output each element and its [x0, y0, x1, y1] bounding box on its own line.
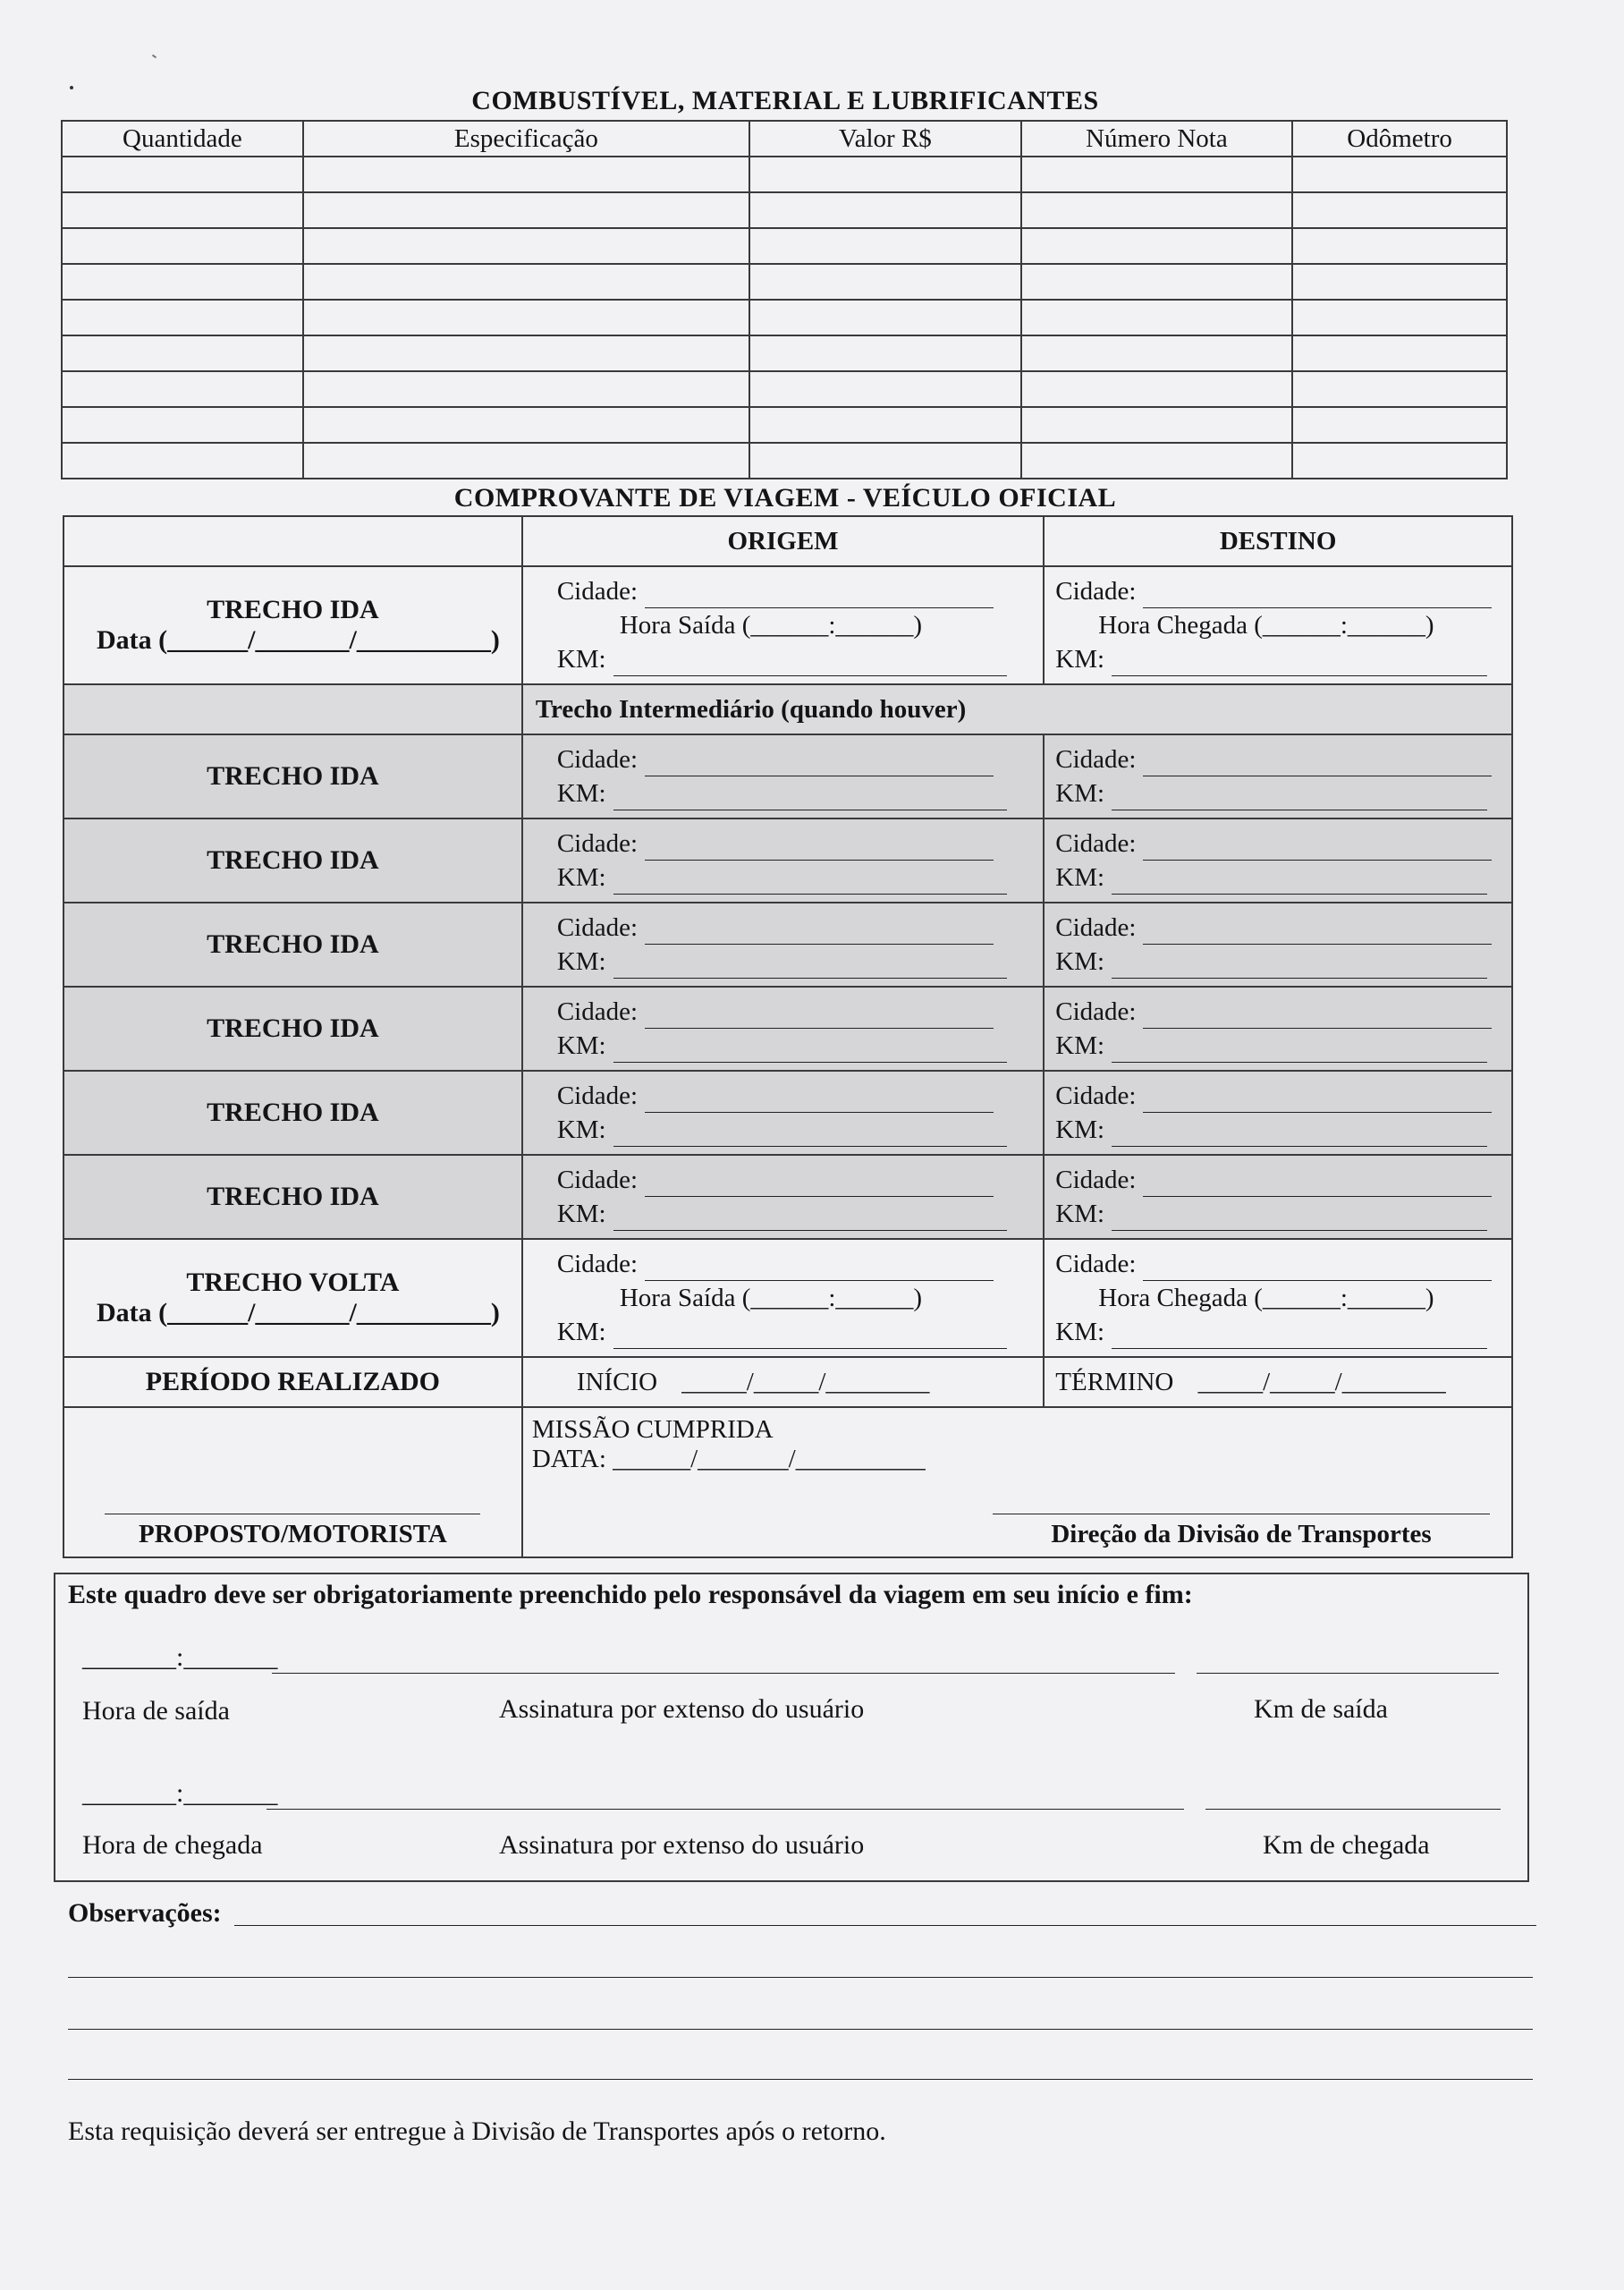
- cell[interactable]: [1292, 300, 1507, 335]
- cell[interactable]: [749, 264, 1021, 300]
- cell[interactable]: [1021, 335, 1293, 371]
- inicio-date-field[interactable]: _____/_____/________: [681, 1367, 930, 1396]
- direcao-label: Direção da Divisão de Transportes: [1051, 1520, 1432, 1548]
- proposto-label: PROPOSTO/MOTORISTA: [138, 1520, 447, 1548]
- cidade-label: Cidade:: [556, 1166, 639, 1194]
- km-chegada-label: Km de chegada: [1263, 1830, 1430, 1860]
- cell[interactable]: [749, 335, 1021, 371]
- trecho-volta-row: [63, 1239, 1512, 1357]
- cell[interactable]: [62, 335, 303, 371]
- cell[interactable]: [1292, 371, 1507, 407]
- origin-cell: [522, 566, 1044, 684]
- km-field[interactable]: [613, 869, 1007, 895]
- termino-date-field[interactable]: _____/_____/________: [1197, 1367, 1446, 1396]
- km-label: KM:: [556, 947, 606, 976]
- cell[interactable]: [749, 371, 1021, 407]
- cidade-label: Cidade:: [1055, 997, 1137, 1026]
- table-row: [62, 192, 1507, 228]
- cell[interactable]: [62, 264, 303, 300]
- assinatura-saida-label: Assinatura por extenso do usuário: [499, 1694, 865, 1724]
- trecho-ida-label: TRECHO IDA: [207, 595, 379, 624]
- col-especificacao: Especificação: [303, 121, 749, 157]
- cidade-field[interactable]: [645, 1171, 994, 1197]
- km-saida-label: Km de saída: [1254, 1694, 1388, 1724]
- hora-saida-field[interactable]: Hora Saída (______:______): [619, 611, 923, 640]
- cidade-field[interactable]: [1143, 751, 1492, 776]
- cell[interactable]: [303, 264, 749, 300]
- fuel-section-title: COMBUSTÍVEL, MATERIAL E LUBRIFICANTES: [471, 86, 1099, 115]
- cell[interactable]: [62, 192, 303, 228]
- cidade-label: Cidade:: [1055, 829, 1137, 858]
- cidade-field[interactable]: [645, 1087, 994, 1113]
- destination-cell: [1044, 566, 1512, 684]
- footer-note: Esta requisição deverá ser entregue à Divisão de Transportes após o retorno.: [68, 2116, 886, 2146]
- table-row: [62, 335, 1507, 371]
- km-label: KM:: [1055, 779, 1105, 808]
- cidade-field[interactable]: [1143, 582, 1492, 608]
- cell[interactable]: [62, 157, 303, 192]
- table-row: [62, 157, 1507, 192]
- cidade-field[interactable]: [1143, 1087, 1492, 1113]
- km-field[interactable]: [613, 1121, 1007, 1147]
- origin-cell: [522, 903, 1044, 987]
- cell[interactable]: [749, 300, 1021, 335]
- km-label: KM:: [1055, 947, 1105, 976]
- km-label: KM:: [556, 1318, 606, 1346]
- cidade-label: Cidade:: [1055, 745, 1137, 774]
- fuel-table: [61, 120, 1508, 479]
- cidade-label: Cidade:: [1055, 1166, 1137, 1194]
- km-field[interactable]: [613, 953, 1007, 979]
- cell[interactable]: [62, 443, 303, 479]
- trecho-volta-cell: [63, 1239, 522, 1357]
- trecho-ida-label: TRECHO IDA: [63, 818, 522, 903]
- cell[interactable]: [1021, 157, 1293, 192]
- km-field[interactable]: [1112, 785, 1487, 810]
- cell[interactable]: [749, 192, 1021, 228]
- cell[interactable]: [1021, 443, 1293, 479]
- table-row: [62, 407, 1507, 443]
- cell[interactable]: [1021, 371, 1293, 407]
- km-label: KM:: [1055, 863, 1105, 892]
- inicio-label: INÍCIO: [576, 1367, 658, 1396]
- km-field[interactable]: [1112, 953, 1487, 979]
- origin-cell: [522, 1239, 1044, 1357]
- km-saida-line[interactable]: [1197, 1673, 1499, 1674]
- km-field[interactable]: [613, 1323, 1007, 1349]
- hora-saida-time-field[interactable]: _______:_______: [82, 1642, 278, 1672]
- col-valor: Valor R$: [749, 121, 1021, 157]
- trip-table: [63, 515, 1513, 1558]
- table-row: [62, 300, 1507, 335]
- cell[interactable]: [1292, 228, 1507, 264]
- cidade-field[interactable]: [1143, 1255, 1492, 1281]
- observacoes-line-2[interactable]: [68, 1977, 1533, 1978]
- cidade-label: Cidade:: [556, 1081, 639, 1110]
- cell[interactable]: [749, 157, 1021, 192]
- cidade-field[interactable]: [1143, 1003, 1492, 1029]
- hora-saida-field[interactable]: Hora Saída (______:______): [619, 1284, 923, 1312]
- intermediate-title: Trecho Intermediário (quando houver): [522, 684, 1512, 734]
- cell[interactable]: [1292, 157, 1507, 192]
- cell[interactable]: [1292, 264, 1507, 300]
- trip-section-title: COMPROVANTE DE VIAGEM - VEÍCULO OFICIAL: [453, 483, 1117, 513]
- cidade-label: Cidade:: [556, 829, 639, 858]
- hora-chegada-label: Hora de chegada: [82, 1830, 263, 1860]
- cell[interactable]: [303, 228, 749, 264]
- origin-cell: [522, 818, 1044, 903]
- scan-mark: [152, 55, 156, 59]
- intermediate-row: [63, 903, 1512, 987]
- cell[interactable]: [1021, 228, 1293, 264]
- km-label: KM:: [1055, 1200, 1105, 1228]
- trecho-ida-main-row: [63, 566, 1512, 684]
- trecho-ida-label: TRECHO IDA: [63, 1155, 522, 1239]
- table-row: [62, 371, 1507, 407]
- cell[interactable]: [303, 335, 749, 371]
- origin-cell: [522, 1071, 1044, 1155]
- km-label: KM:: [1055, 1031, 1105, 1060]
- intermediate-row: [63, 987, 1512, 1071]
- assinatura-chegada-label: Assinatura por extenso do usuário: [499, 1830, 865, 1860]
- km-chegada-line[interactable]: [1205, 1809, 1501, 1810]
- table-row: [62, 264, 1507, 300]
- trecho-ida-label: TRECHO IDA: [63, 734, 522, 818]
- table-row: [62, 228, 1507, 264]
- intermediate-row: [63, 734, 1512, 818]
- termino-label: TÉRMINO: [1055, 1367, 1174, 1396]
- cidade-field[interactable]: [645, 582, 994, 608]
- destination-cell: [1044, 734, 1512, 818]
- km-field[interactable]: [1112, 650, 1487, 676]
- destination-cell: [1044, 1155, 1512, 1239]
- cidade-field[interactable]: [645, 1255, 994, 1281]
- cidade-field[interactable]: [645, 1003, 994, 1029]
- cidade-field[interactable]: [1143, 835, 1492, 861]
- cell[interactable]: [1292, 443, 1507, 479]
- hora-chegada-field[interactable]: Hora Chegada (______:______): [1098, 611, 1434, 640]
- observacoes-line-4[interactable]: [68, 2079, 1533, 2080]
- assinatura-chegada-line[interactable]: [266, 1809, 1184, 1810]
- origin-header: ORIGEM: [522, 516, 1044, 566]
- signature-row: [63, 1407, 1512, 1557]
- km-label: KM:: [556, 645, 606, 674]
- observacoes-line-1[interactable]: [234, 1925, 1536, 1926]
- fuel-table-header: [62, 121, 1507, 157]
- km-field[interactable]: [1112, 1323, 1487, 1349]
- responsible-instruction: Este quadro deve ser obrigatoriamente preenchido pelo responsável da viagem em seu início e fim:: [68, 1580, 1193, 1609]
- hora-chegada-field[interactable]: Hora Chegada (______:______): [1098, 1284, 1434, 1312]
- intermediate-row: [63, 1155, 1512, 1239]
- date-field[interactable]: Data (______/_______/__________): [97, 1298, 500, 1327]
- km-field[interactable]: [613, 1205, 1007, 1231]
- cidade-label: Cidade:: [556, 997, 639, 1026]
- destination-cell: [1044, 903, 1512, 987]
- cell[interactable]: [62, 371, 303, 407]
- cell[interactable]: [1021, 407, 1293, 443]
- km-label: KM:: [1055, 645, 1105, 674]
- cidade-label: Cidade:: [556, 913, 639, 942]
- responsible-box: [54, 1573, 1529, 1882]
- periodo-row: [63, 1357, 1512, 1407]
- destination-cell: [1044, 987, 1512, 1071]
- km-label: KM:: [1055, 1115, 1105, 1144]
- empty-header-cell: [63, 516, 522, 566]
- cidade-field[interactable]: [1143, 919, 1492, 945]
- cidade-label: Cidade:: [1055, 1081, 1137, 1110]
- observacoes-line-3[interactable]: [68, 2029, 1533, 2030]
- cidade-label: Cidade:: [556, 745, 639, 774]
- cidade-field[interactable]: [645, 751, 994, 776]
- col-numero-nota: Número Nota: [1021, 121, 1293, 157]
- cell[interactable]: [62, 407, 303, 443]
- table-row: [62, 443, 1507, 479]
- cell[interactable]: [303, 407, 749, 443]
- intermediate-title-row: [63, 684, 1512, 734]
- col-quantidade: Quantidade: [62, 121, 303, 157]
- trecho-ida-label: TRECHO IDA: [63, 1071, 522, 1155]
- cell[interactable]: [749, 228, 1021, 264]
- cell[interactable]: [1021, 192, 1293, 228]
- cidade-field[interactable]: [645, 919, 994, 945]
- destination-header: DESTINO: [1044, 516, 1512, 566]
- missao-label: MISSÃO CUMPRIDA: [531, 1415, 774, 1444]
- trecho-volta-label: TRECHO VOLTA: [186, 1268, 400, 1297]
- trecho-ida-label: TRECHO IDA: [63, 987, 522, 1071]
- km-field[interactable]: [1112, 1037, 1487, 1063]
- cell[interactable]: [1292, 335, 1507, 371]
- missao-cell: [522, 1407, 1512, 1557]
- cell[interactable]: [1292, 192, 1507, 228]
- trecho-ida-label: TRECHO IDA: [63, 903, 522, 987]
- km-label: KM:: [1055, 1318, 1105, 1346]
- periodo-label: PERÍODO REALIZADO: [63, 1357, 522, 1407]
- km-field[interactable]: [1112, 869, 1487, 895]
- cell[interactable]: [1021, 300, 1293, 335]
- km-label: KM:: [556, 779, 606, 808]
- cidade-label: Cidade:: [1055, 577, 1137, 606]
- cidade-label: Cidade:: [1055, 1250, 1137, 1278]
- km-field[interactable]: [1112, 1121, 1487, 1147]
- km-field[interactable]: [613, 1037, 1007, 1063]
- cell[interactable]: [1021, 264, 1293, 300]
- cell[interactable]: [62, 300, 303, 335]
- proposto-cell: [63, 1407, 522, 1557]
- date-field[interactable]: Data (______/_______/__________): [97, 625, 500, 655]
- km-label: KM:: [556, 1115, 606, 1144]
- destination-cell: [1044, 1071, 1512, 1155]
- trecho-ida-cell: [63, 566, 522, 684]
- missao-date-field[interactable]: DATA: ______/_______/__________: [531, 1445, 926, 1473]
- cidade-label: Cidade:: [1055, 913, 1137, 942]
- km-label: KM:: [556, 1200, 606, 1228]
- observacoes-label: Observações:: [68, 1898, 222, 1928]
- assinatura-saida-line[interactable]: [272, 1673, 1175, 1674]
- cell[interactable]: [303, 371, 749, 407]
- destination-cell: [1044, 1239, 1512, 1357]
- cidade-label: Cidade:: [556, 1250, 639, 1278]
- intermediate-row: [63, 1071, 1512, 1155]
- km-field[interactable]: [613, 785, 1007, 810]
- cell[interactable]: [303, 300, 749, 335]
- origin-cell: [522, 734, 1044, 818]
- destination-cell: [1044, 818, 1512, 903]
- cell[interactable]: [62, 228, 303, 264]
- direcao-block: [993, 1514, 1490, 1549]
- km-label: KM:: [556, 863, 606, 892]
- km-label: KM:: [556, 1031, 606, 1060]
- col-odometro: Odômetro: [1292, 121, 1507, 157]
- inicio-cell: [522, 1357, 1044, 1407]
- origin-cell: [522, 987, 1044, 1071]
- trip-header-row: [63, 516, 1512, 566]
- hora-chegada-time-field[interactable]: _______:_______: [82, 1778, 278, 1808]
- termino-cell: [1044, 1357, 1512, 1407]
- cell[interactable]: [1292, 407, 1507, 443]
- cell[interactable]: [303, 157, 749, 192]
- km-field[interactable]: [613, 650, 1007, 676]
- cell[interactable]: [749, 407, 1021, 443]
- hora-saida-label: Hora de saída: [82, 1696, 230, 1726]
- km-field[interactable]: [1112, 1205, 1487, 1231]
- cidade-field[interactable]: [1143, 1171, 1492, 1197]
- cell[interactable]: [303, 443, 749, 479]
- cidade-field[interactable]: [645, 835, 994, 861]
- cidade-label: Cidade:: [556, 577, 639, 606]
- empty-shaded-cell: [63, 684, 522, 734]
- intermediate-row: [63, 818, 1512, 903]
- cell[interactable]: [303, 192, 749, 228]
- cell[interactable]: [749, 443, 1021, 479]
- origin-cell: [522, 1155, 1044, 1239]
